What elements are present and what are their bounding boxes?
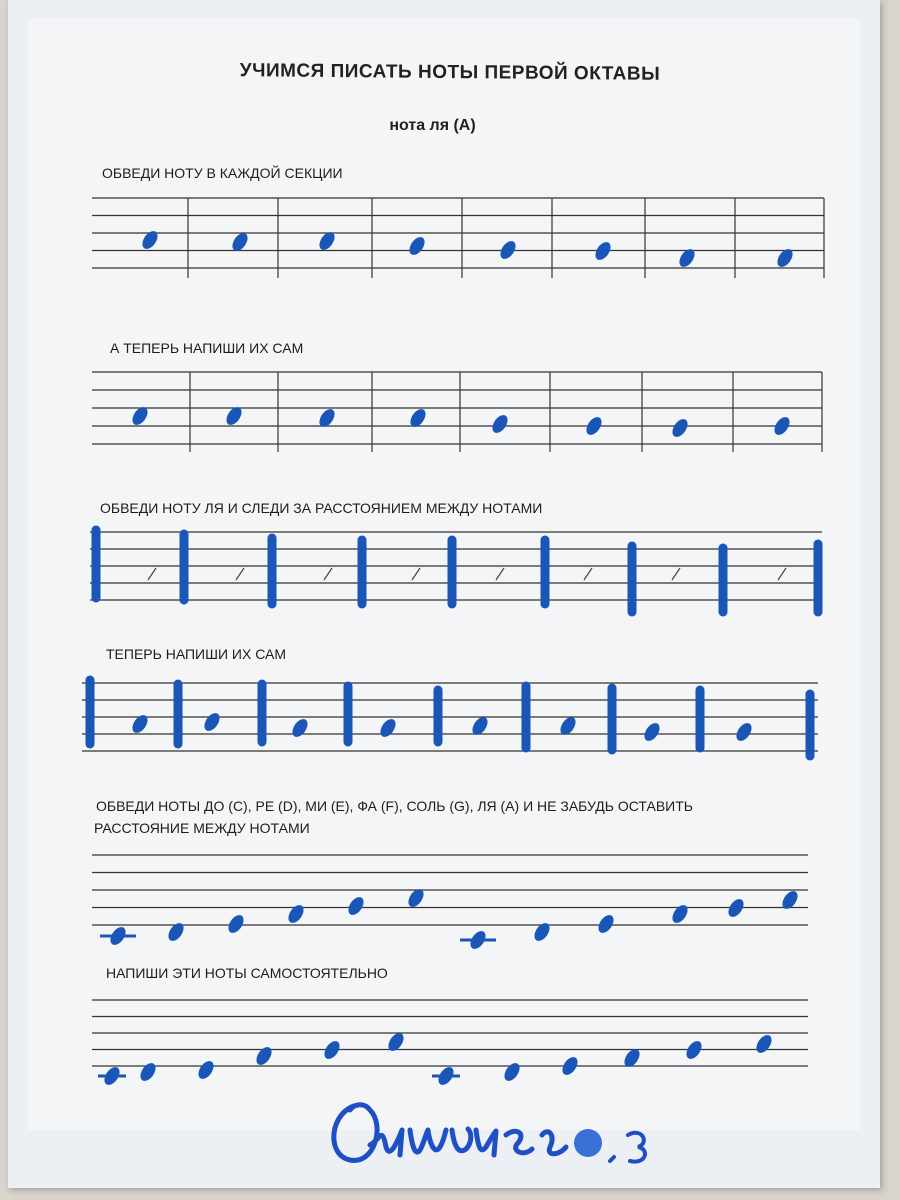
staff-5-scale-note <box>669 902 690 925</box>
staff-4-note-a <box>733 720 754 743</box>
staff-3-note-guide-mark <box>236 568 244 580</box>
staff-4-note-a <box>377 716 398 739</box>
staff-4-note-a <box>201 710 222 733</box>
staff-1-note-a <box>774 246 795 269</box>
staff-2-note-a <box>669 416 690 439</box>
staff-3-note-guide-mark <box>778 568 786 580</box>
section-3-instruction: ОБВЕДИ НОТУ ЛЯ И СЛЕДИ ЗА РАССТОЯНИЕМ МЕЖДУ НОТАМИ <box>100 500 543 516</box>
staff-6-scale-note <box>253 1044 274 1067</box>
staff-6-scale-note <box>501 1060 522 1083</box>
staff-6-scale-note <box>195 1058 216 1081</box>
staff-3-note-guide-mark <box>584 568 592 580</box>
staff-5-scale-note <box>165 920 186 943</box>
staff-5-scale-note <box>345 894 366 917</box>
section-5-instruction-line-1: ОБВЕДИ НОТЫ ДО (С), РЕ (D), МИ (E), ФА (F), СОЛЬ (G), ЛЯ (А) И НЕ ЗАБУДЬ ОСТАВИТЬ <box>96 798 693 814</box>
staff-1-note-a <box>676 246 697 269</box>
worksheet-title: УЧИМСЯ ПИСАТЬ НОТЫ ПЕРВОЙ ОКТАВЫ <box>239 60 661 85</box>
staff-2-note-a <box>489 412 510 435</box>
section-6-instruction: НАПИШИ ЭТИ НОТЫ САМОСТОЯТЕЛЬНО <box>106 965 388 981</box>
staff-3-note-guide-mark <box>324 568 332 580</box>
section-1-instruction: ОБВЕДИ НОТУ В КАЖДОЙ СЕКЦИИ <box>102 165 343 181</box>
handwritten-signature <box>320 1085 660 1175</box>
section-5-instruction-line-2: РАССТОЯНИЕ МЕЖДУ НОТАМИ <box>94 820 310 836</box>
staff-6-scale-note <box>137 1060 158 1083</box>
staff-4-note-a <box>641 720 662 743</box>
staff-5-scale-note <box>595 912 616 935</box>
staff-4-note-a <box>129 712 150 735</box>
staff-6-scale-note <box>385 1030 406 1053</box>
staff-6-scale-note <box>753 1032 774 1055</box>
worksheet-subtitle: нота ля (А) <box>389 117 476 134</box>
staff-5-scale-note <box>225 912 246 935</box>
staff-3-note-guide-mark <box>672 568 680 580</box>
staff-3-note-guide-mark <box>148 568 156 580</box>
staff-1-note-a <box>406 234 427 257</box>
staff-4-note-a <box>289 716 310 739</box>
section-4-instruction: ТЕПЕРЬ НАПИШИ ИХ САМ <box>106 646 286 662</box>
staff-1-note-a <box>139 228 160 251</box>
staff-3-note-guide-mark <box>412 568 420 580</box>
staff-5-scale-note <box>531 920 552 943</box>
staff-3-note-guide-mark <box>496 568 504 580</box>
staff-5-scale-note <box>779 888 800 911</box>
staff-5-scale-note <box>285 902 306 925</box>
section-2-instruction: А ТЕПЕРЬ НАПИШИ ИХ САМ <box>110 340 304 356</box>
